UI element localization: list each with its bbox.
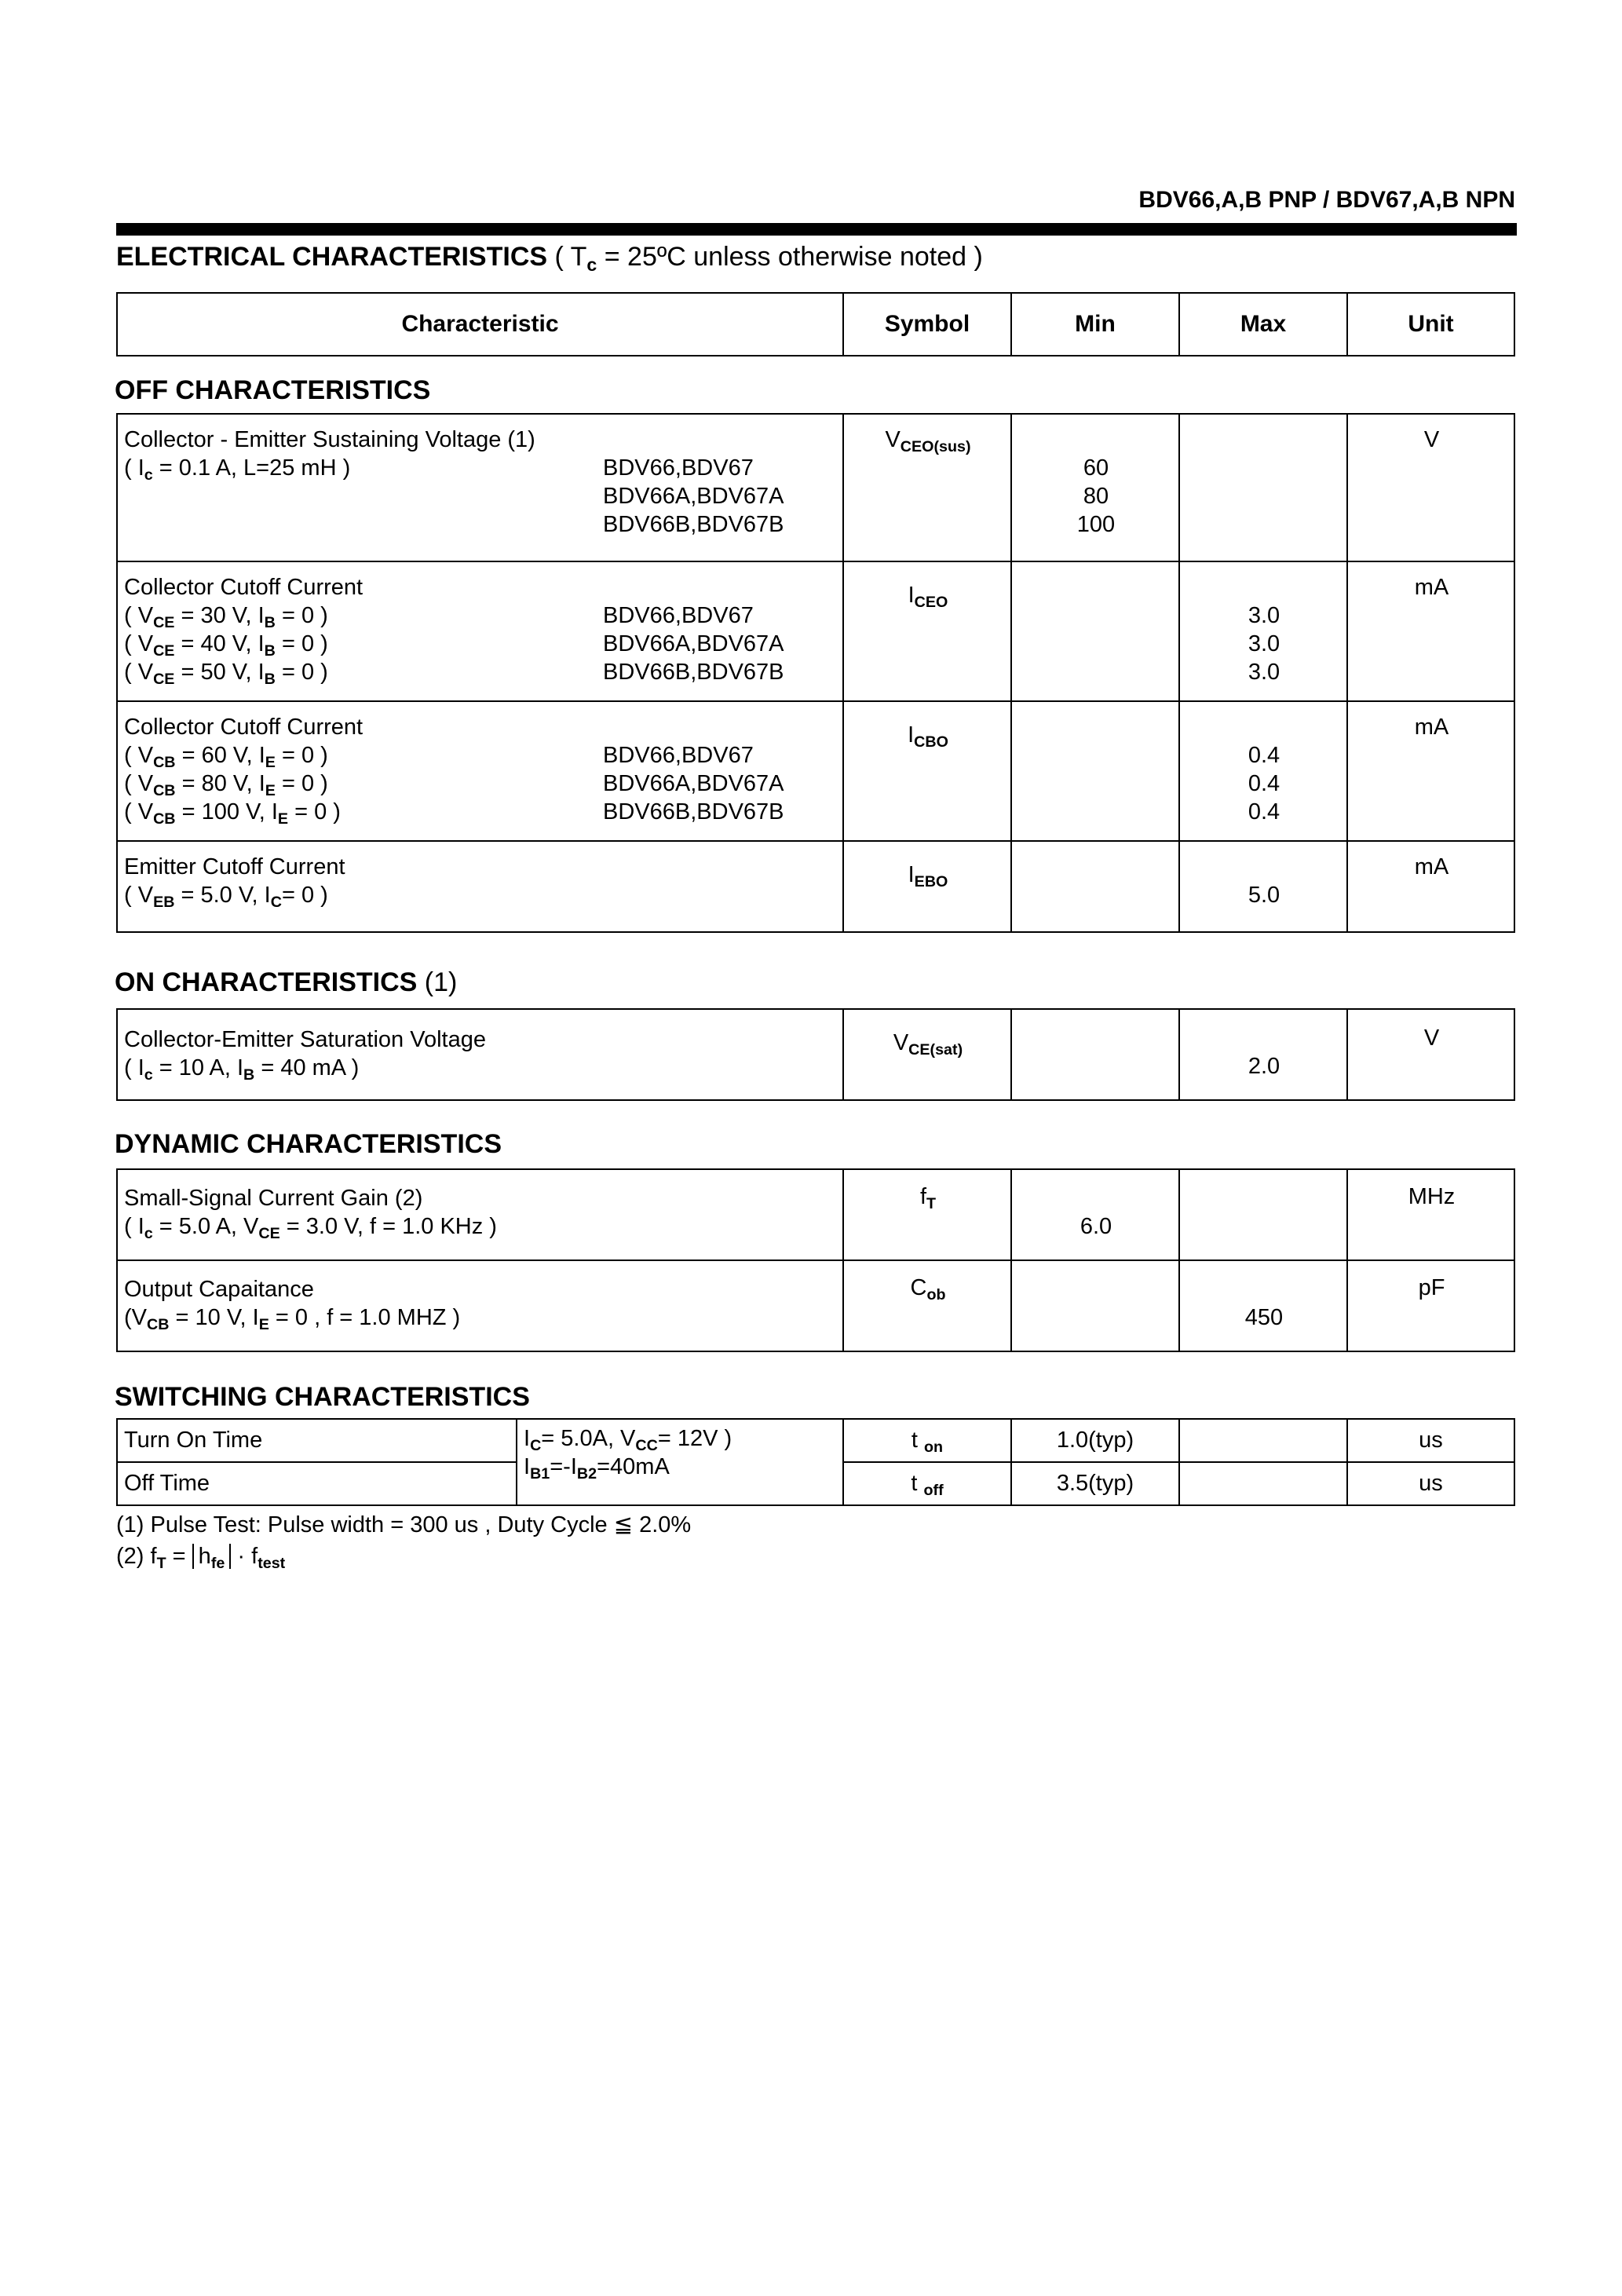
- part-number: BDV66B,BDV67B: [603, 799, 784, 824]
- icbo-symbol: $I_{CBO}$: [843, 701, 1011, 841]
- cob-condition: ($V_{CB} = 10$ V, $I_E = 0$ , f = 1.0 MHZ ): [124, 1305, 461, 1333]
- iceo-unit: mA: [1347, 561, 1514, 701]
- iceo-min: [1011, 561, 1179, 701]
- iceo-condition: ( $V_{CE} = 40$ V, $I_B = 0$ ): [124, 631, 328, 660]
- icbo-max: 0.4 0.4 0.4: [1179, 701, 1347, 841]
- vceo-min: 60 80 100: [1011, 414, 1179, 561]
- vcesat-condition: ( $I_c = 10$ A, $I_B = 40$ mA ): [124, 1055, 360, 1084]
- vceo-condition: ( $I_c = 0.1$ A, L=25 mH ): [124, 455, 351, 484]
- col-min: Min: [1011, 293, 1179, 356]
- table-row: [117, 561, 1514, 701]
- vcesat-min: [1011, 1009, 1179, 1100]
- dynamic-characteristics-title: DYNAMIC CHARACTERISTICS: [115, 1129, 502, 1159]
- vcesat-symbol: $V_{CE(sat)}$: [843, 1009, 1011, 1100]
- part-number: BDV66,BDV67: [603, 603, 754, 628]
- cob-max: 450: [1179, 1260, 1347, 1351]
- toff-max: [1179, 1462, 1347, 1505]
- part-number: BDV66,BDV67: [603, 743, 754, 768]
- note-2: (2) $f_T = h_{fe} \cdot f_{test}$: [116, 1544, 286, 1572]
- ton-symbol: t $_{on}$: [843, 1419, 1011, 1462]
- switching-characteristics-table: [116, 1418, 1515, 1506]
- ton-unit: us: [1347, 1419, 1514, 1462]
- part-number: BDV66A,BDV67A: [603, 771, 784, 796]
- vceo-max: [1179, 414, 1347, 561]
- iebo-condition: ( $V_{EB} = 5.0$ V, $I_C= 0$ ): [124, 883, 328, 911]
- part-number: BDV66B,BDV67B: [603, 660, 784, 685]
- switching-characteristics-title: SWITCHING CHARACTERISTICS: [115, 1382, 530, 1412]
- cob-symbol: $C_{ob}$: [843, 1260, 1011, 1351]
- toff-min: 3.5(typ): [1011, 1462, 1179, 1505]
- iebo-symbol: $I_{EBO}$: [843, 841, 1011, 932]
- vcesat-max: 2.0: [1179, 1009, 1347, 1100]
- column-header-table: [116, 292, 1515, 356]
- vceo-unit: V: [1347, 414, 1514, 561]
- ft-condition: ( $I_c = 5.0$ A, $V_{CE} = 3.0$ V, f = 1.0 KHz ): [124, 1214, 497, 1242]
- dynamic-characteristics-table: [116, 1168, 1515, 1352]
- off-characteristics-table: [116, 413, 1515, 933]
- col-max: Max: [1179, 293, 1347, 356]
- ft-min: 6.0: [1011, 1169, 1179, 1260]
- vcesat-unit: V: [1347, 1009, 1514, 1100]
- iebo-max: 5.0: [1179, 841, 1347, 932]
- table-row: [117, 1419, 1514, 1462]
- col-symbol: Symbol: [843, 293, 1011, 356]
- col-characteristic: Characteristic: [117, 293, 843, 356]
- icbo-min: [1011, 701, 1179, 841]
- header-rule: [116, 223, 1517, 236]
- ft-max: [1179, 1169, 1347, 1260]
- electrical-characteristics-title: ELECTRICAL CHARACTERISTICS ( $T_c$ = 25ºC unless otherwise noted ): [116, 242, 983, 275]
- icbo-unit: mA: [1347, 701, 1514, 841]
- iebo-unit: mA: [1347, 841, 1514, 932]
- iceo-name: Collector Cutoff Current: [124, 575, 363, 600]
- on-characteristics-title: ON CHARACTERISTICS (1): [115, 967, 458, 997]
- icbo-condition: ( $V_{CB} = 60$ V, $I_E = 0$ ): [124, 743, 328, 771]
- ft-symbol: $f_T$: [843, 1169, 1011, 1260]
- part-number: BDV66B,BDV67B: [603, 512, 784, 537]
- iceo-condition: ( $V_{CE} = 30$ V, $I_B = 0$ ): [124, 603, 328, 631]
- icbo-condition: ( $V_{CB} = 80$ V, $I_E = 0$ ): [124, 771, 328, 799]
- off-characteristics-title: OFF CHARACTERISTICS: [115, 375, 431, 405]
- iebo-name: Emitter Cutoff Current: [124, 854, 345, 879]
- table-row: [117, 841, 1514, 932]
- table-row: [117, 414, 1514, 561]
- iceo-max: 3.0 3.0 3.0: [1179, 561, 1347, 701]
- on-characteristics-table: [116, 1008, 1515, 1101]
- ton-max: [1179, 1419, 1347, 1462]
- iceo-symbol: $I_{CEO}$: [843, 561, 1011, 701]
- table-row: [117, 1009, 1514, 1100]
- table-row: [117, 1260, 1514, 1351]
- vceo-symbol: $V_{CEO(sus)}$: [843, 414, 1011, 561]
- cob-unit: pF: [1347, 1260, 1514, 1351]
- cob-name: Output Capaitance: [124, 1277, 314, 1302]
- turn-on-time-label: Turn On Time: [117, 1419, 517, 1462]
- part-number: BDV66A,BDV67A: [603, 484, 784, 509]
- icbo-name: Collector Cutoff Current: [124, 715, 363, 740]
- part-number-header: BDV66,A,B PNP / BDV67,A,B NPN: [1138, 187, 1515, 213]
- part-number: BDV66,BDV67: [603, 455, 754, 481]
- ft-unit: MHz: [1347, 1169, 1514, 1260]
- part-number: BDV66A,BDV67A: [603, 631, 784, 656]
- vcesat-name: Collector-Emitter Saturation Voltage: [124, 1027, 486, 1052]
- iebo-min: [1011, 841, 1179, 932]
- table-row: [117, 1169, 1514, 1260]
- note-1: (1) Pulse Test: Pulse width = 300 us , Duty Cycle ≦ 2.0%: [116, 1512, 692, 1537]
- col-unit: Unit: [1347, 293, 1514, 356]
- vceo-name: Collector - Emitter Sustaining Voltage (1): [124, 427, 535, 452]
- switching-conditions: $I_C= 5.0A$, $V_{CC}= 12V$ ) $I_{B1}=-I_{B2}=40mA$: [517, 1419, 843, 1505]
- toff-symbol: t $_{off}$: [843, 1462, 1011, 1505]
- iceo-condition: ( $V_{CE} = 50$ V, $I_B = 0$ ): [124, 660, 328, 688]
- table-row: [117, 701, 1514, 841]
- cob-min: [1011, 1260, 1179, 1351]
- off-time-label: Off Time: [117, 1462, 517, 1505]
- icbo-condition: ( $V_{CB} = 100$ V, $I_E = 0$ ): [124, 799, 341, 828]
- toff-unit: us: [1347, 1462, 1514, 1505]
- ton-min: 1.0(typ): [1011, 1419, 1179, 1462]
- ft-name: Small-Signal Current Gain (2): [124, 1186, 423, 1211]
